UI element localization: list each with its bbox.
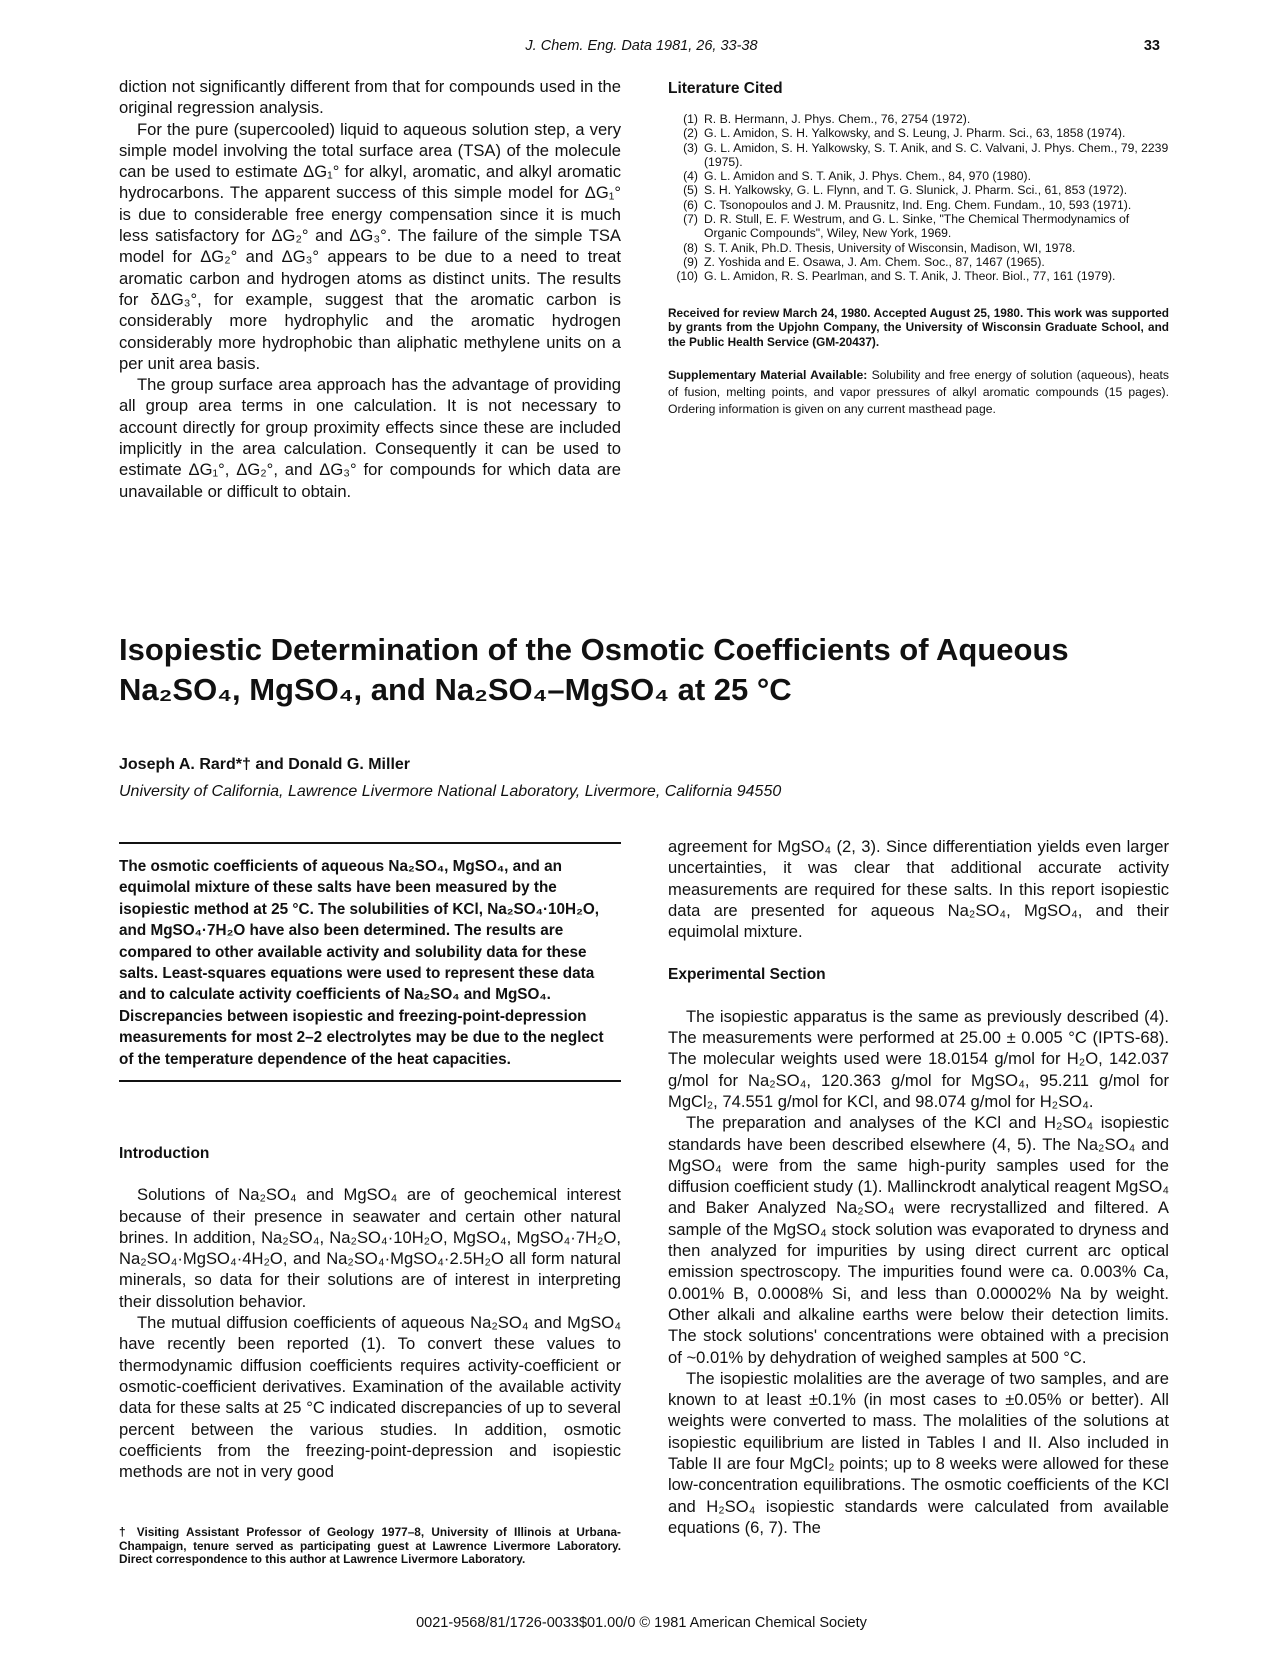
reference-number: (7) xyxy=(683,212,698,227)
copyright-line: 0021-9568/81/1726-0033$01.00/0 © 1981 American Chemical Society xyxy=(416,1615,867,1631)
title-line-1: Isopiestic Determination of the Osmotic Coefficients of Aqueous xyxy=(119,632,1069,667)
reference-text: G. L. Amidon, S. H. Yalkowsky, S. T. Anik, and S. C. Valvani, J. Phys. Chem., 79, 2239 (1975). xyxy=(704,140,1169,169)
supplementary-label: Supplementary Material Available: xyxy=(668,368,868,383)
reference-text: C. Tsonopoulos and J. M. Prausnitz, Ind. Eng. Chem. Fundam., 10, 593 (1971). xyxy=(704,197,1132,212)
reference-number: (5) xyxy=(683,183,698,198)
paragraph: The isopiestic molalities are the average of two samples, and are known to at least ±0.1% (in most cases to ±0.05% or better). All weights were converted to mass. The molalities of the solutions at isopiestic equilibrium are listed in Tables I and II. Also included in Table II are four MgCl₂ points; up to 8 weeks were allowed for these low-concentration equilibrations. The osmotic coefficients of the KCl and H₂SO₄ isopiestic standards were calculated from available equations (6, 7). The xyxy=(668,1368,1169,1537)
reference-text: G. L. Amidon, S. H. Yalkowsky, and S. Leung, J. Pharm. Sci., 63, 1858 (1974). xyxy=(704,126,1126,141)
paragraph: Solutions of Na₂SO₄ and MgSO₄ are of geochemical interest because of their presence in seawater and certain other natural brines. In addition, Na₂SO₄, Na₂SO₄·10H₂O, MgSO₄, MgSO₄·7H₂O, Na₂SO₄·MgSO₄·4H₂O, and Na₂SO₄·MgSO₄·2.5H₂O all form natural minerals, so data for their solutions are of interest in interpreting their dissolution behavior. xyxy=(119,1185,621,1311)
reference-number: (10) xyxy=(676,269,698,284)
reference-item xyxy=(668,241,1169,255)
title-line-2: Na₂SO₄, MgSO₄, and Na₂SO₄–MgSO₄ at 25 °C xyxy=(119,672,792,707)
reference-item xyxy=(668,183,1169,197)
supplementary-material xyxy=(668,367,1169,417)
paragraph: For the pure (supercooled) liquid to aqueous solution step, a very simple model involving the total surface area (TSA) of the molecule can be used to estimate ΔG₁° for alkyl, aromatic, and alkyl aromatic hydrocarbons. The apparent success of this simple model for ΔG₁° is due to considerable free energy compensation since it is much less satisfactory for ΔG₂° and ΔG₃°. The failure of the simple TSA model for ΔG₂° and ΔG₃° appears to be due to a need to treat aromatic carbon and hydrogen atoms as distinct units. The results for δΔG₃°, for example, suggest that the aromatic carbon is considerably more hydrophylic and the aromatic hydrogen considerably more hydrophobic than aliphatic methylene units on a per unit area basis. xyxy=(119,119,621,373)
literature-cited-heading: Literature Cited xyxy=(668,80,783,97)
reference-number: (6) xyxy=(683,197,698,212)
affiliation: University of California, Lawrence Livermore National Laboratory, Livermore, California 94550 xyxy=(119,783,782,800)
authors: Joseph A. Rard*† and Donald G. Miller xyxy=(119,756,411,773)
article-title xyxy=(119,630,1169,710)
reference-list xyxy=(668,112,1169,284)
reference-number: (9) xyxy=(683,254,698,269)
reference-number: (1) xyxy=(683,112,698,126)
paragraph: diction not significantly different from that for compounds used in the original regression analysis. xyxy=(119,77,621,118)
reference-item xyxy=(668,126,1169,140)
reference-text: G. L. Amidon, R. S. Pearlman, and S. T. Anik, J. Theor. Biol., 77, 161 (1979). xyxy=(704,269,1116,284)
reference-number: (2) xyxy=(683,126,698,141)
reference-text: D. R. Stull, E. F. Westrum, and G. L. Sinke, "The Chemical Thermodynamics of Organic Compounds", Wiley, New York, 1969. xyxy=(704,212,1130,241)
prev-article-right-column xyxy=(668,80,1169,418)
prev-article-left-column xyxy=(119,76,621,502)
reference-number: (4) xyxy=(683,169,698,184)
reference-number: (8) xyxy=(683,240,698,255)
reference-text: G. L. Amidon and S. T. Anik, J. Phys. Chem., 84, 970 (1980). xyxy=(704,169,1031,184)
article-right-column xyxy=(668,836,1169,1538)
reference-item xyxy=(668,269,1169,283)
reference-item xyxy=(668,212,1169,241)
reference-item xyxy=(668,198,1169,212)
reference-number: (3) xyxy=(683,140,698,155)
introduction-heading: Introduction xyxy=(119,1145,210,1162)
paragraph: agreement for MgSO₄ (2, 3). Since differentiation yields even larger uncertainties, it was clear that additional accurate activity measurements are required for these salts. In this report isopiestic data are presented for aqueous Na₂SO₄, MgSO₄, and their equimolal mixture. xyxy=(668,837,1169,942)
running-header xyxy=(0,38,1283,60)
reference-text: Z. Yoshida and E. Osawa, J. Am. Chem. Soc., 87, 1467 (1965). xyxy=(704,254,1045,269)
reference-text: S. T. Anik, Ph.D. Thesis, University of Wisconsin, Madison, WI, 1978. xyxy=(704,240,1076,255)
paragraph: The group surface area approach has the advantage of providing all group area terms in one calculation. It is not necessary to account directly for group proximity effects since these are included implicitly in the area calculation. Consequently it can be used to estimate ΔG₁°, ΔG₂°, and ΔG₃° for compounds for which data are unavailable or difficult to obtain. xyxy=(119,375,621,501)
reference-item xyxy=(668,141,1169,170)
paragraph: The preparation and analyses of the KCl and H₂SO₄ isopiestic standards have been described elsewhere (4, 5). The Na₂SO₄ and MgSO₄ were from the same high-purity samples used for the diffusion coefficient study (1). Mallinckrodt analytical reagent MgSO₄ and Baker Analyzed Na₂SO₄ were recrystallized and filtered. A sample of the MgSO₄ stock solution was evaporated to dryness and then analyzed for impurities by using direct current arc optical emission spectroscopy. The impurities found were ca. 0.003% Ca, 0.001% B, 0.0008% Si, and less than 0.00002% Na by weight. Other alkali and alkaline earths were below their detection limits. The stock solutions' concentrations were obtained with a precision of ~0.01% by dehydration of weighed samples at 500 °C. xyxy=(668,1113,1169,1367)
paragraph: The isopiestic apparatus is the same as previously described (4). The measurements were performed at 25.00 ± 0.005 °C (IPTS-68). The molecular weights used were 18.0154 g/mol for H₂O, 142.037 g/mol for Na₂SO₄, 120.363 g/mol for MgSO₄, 95.211 g/mol for MgCl₂, 74.551 g/mol for KCl, and 98.074 g/mol for H₂SO₄. xyxy=(668,1006,1169,1111)
footnote: † Visiting Assistant Professor of Geology 1977–8, University of Illinois at Urbana-Champaign, tenure served as participating guest at Lawrence Livermore Laboratory. Direct correspondence to this author at Lawrence Livermore Laboratory. xyxy=(119,1525,621,1567)
paragraph: The mutual diffusion coefficients of aqueous Na₂SO₄ and MgSO₄ have recently been reported (1). To convert these values to thermodynamic diffusion coefficients requires activity-coefficient or osmotic-coefficient derivatives. Examination of the available activity data for these salts at 25 °C indicated discrepancies of up to several percent between the various studies. In addition, osmotic coefficients from the freezing-point-depression and isopiestic methods are not in very good xyxy=(119,1313,621,1482)
reference-item xyxy=(668,112,1169,126)
reference-text: S. H. Yalkowsky, G. L. Flynn, and T. G. Slunick, J. Pharm. Sci., 61, 853 (1972). xyxy=(704,183,1128,198)
abstract: The osmotic coefficients of aqueous Na₂SO₄, MgSO₄, and an equimolal mixture of these salts have been measured by the isopiestic method at 25 °C. The solubilities of KCl, Na₂SO₄·10H₂O, and MgSO₄·7H₂O have also been determined. The results are compared to other available activity and solubility data for these salts. Least-squares equations were used to represent these data and to calculate activity coefficients of Na₂SO₄ and MgSO₄. Discrepancies between isopiestic and freezing-point-depression measurements for most 2–2 electrolytes may be due to the neglect of the temperature dependence of the heat capacities. xyxy=(119,842,621,1082)
page-number: 33 xyxy=(1143,38,1160,54)
introduction-section xyxy=(119,1143,621,1482)
reference-item xyxy=(668,255,1169,269)
experimental-heading: Experimental Section xyxy=(668,966,826,984)
journal-reference: J. Chem. Eng. Data 1981, 26, 33-38 xyxy=(525,38,758,54)
supplementary-text: Solubility and free energy of solution (aqueous), heats of fusion, melting points, and vapor pressures of alkyl aromatic compounds (15 pages). Ordering information is given on any current masthead page. xyxy=(668,368,1170,416)
received-note: Received for review March 24, 1980. Accepted August 25, 1980. This work was supported by grants from the Upjohn Company, the University of Wisconsin Graduate School, and the Public Health Service (GM-20437). xyxy=(668,305,1169,349)
reference-text: R. B. Hermann, J. Phys. Chem., 76, 2754 (1972). xyxy=(704,112,971,126)
reference-item xyxy=(668,169,1169,183)
